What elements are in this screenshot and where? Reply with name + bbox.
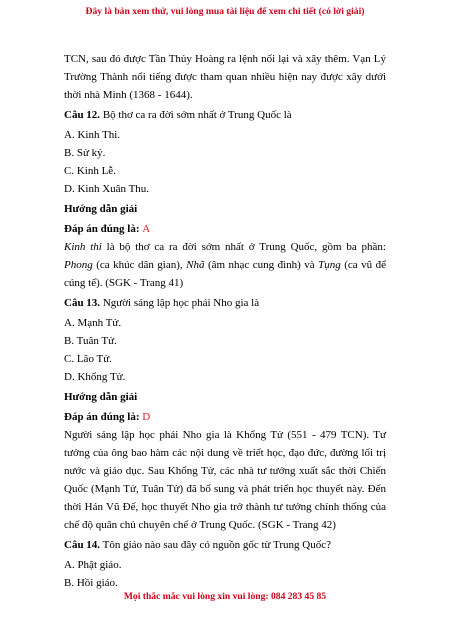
option-b: B. Hồi giáo.: [64, 577, 118, 589]
guide-heading: Hướng dẫn giải: [64, 391, 138, 403]
explanation: Người sáng lập học phái Nho gia là Khổng Tử (551 - 479 TCN). Tư tưởng của ông bao hàm các nội dung về triết học, đạo đức, đường lối trị nước và giáo dục. Sau Khổng Tử, các nhà tư tưởng xuất sắc thời Chiến Quốc (Mạnh Tử, Tuân Tử) đã bổ sung và phát triển học thuyết này. Đến thời Hán Vũ Đế, học thuyết Nho gia trở thành tư tưởng chính thống của chế độ quân chủ chuyên chế ở Trung Quốc. (SGK - Trang 42): [64, 429, 386, 531]
document-body: [64, 50, 386, 592]
answer-letter: D: [142, 411, 151, 423]
option-c: C. Lão Tử.: [64, 353, 112, 365]
option-d: D. Khổng Tử.: [64, 371, 126, 383]
option-d: D. Kinh Xuân Thu.: [64, 183, 150, 195]
answer-letter: A: [142, 223, 151, 235]
question-text: Bộ thơ ca ra đời sớm nhất ở Trung Quốc là: [100, 109, 292, 121]
question-12: [64, 106, 386, 124]
option-b: B. Tuân Tử.: [64, 335, 117, 347]
question-label: Câu 13.: [64, 297, 101, 309]
question-14: [64, 536, 386, 554]
question-label: Câu 12.: [64, 109, 101, 121]
preview-banner: Đây là bản xem thử, vui lòng mua tài liệu để xem chi tiết (có lời giải): [85, 5, 365, 17]
option-a: A. Phật giáo.: [64, 559, 122, 571]
answer-line: Đáp án đúng là: A: [64, 223, 151, 235]
intro-paragraph: TCN, sau đó được Tần Thủy Hoàng ra lệnh nối lại và xây thêm. Vạn Lý Trường Thành nổi tiếng được tham quan nhiều hiện nay được xây dưới thời nhà Minh (1368 - 1644).: [64, 53, 386, 101]
question-13: [64, 294, 386, 312]
question-text: Người sáng lập học phái Nho gia là: [100, 297, 260, 309]
question-label: Câu 14.: [64, 539, 101, 551]
option-a: A. Kinh Thi.: [64, 129, 121, 141]
answer-line: Đáp án đúng là: D: [64, 411, 151, 423]
question-text: Tôn giáo nào sau đây có nguồn gốc từ Trung Quốc?: [100, 539, 331, 551]
option-a: A. Mạnh Tử.: [64, 317, 122, 329]
contact-footer: Mọi thắc mắc vui lòng xin vui lòng: 084 283 45 85: [123, 590, 327, 602]
explanation: Kinh thi là bộ thơ ca ra đời sớm nhất ở Trung Quốc, gồm ba phần: Phong (ca khúc dân gian), Nhã (âm nhạc cung đình) và Tụng (ca vũ để cúng tế). (SGK - Trang 41): [64, 241, 387, 289]
guide-heading: Hướng dẫn giải: [64, 203, 138, 215]
option-c: C. Kinh Lễ.: [64, 165, 116, 177]
option-b: B. Sử ký.: [64, 147, 106, 159]
